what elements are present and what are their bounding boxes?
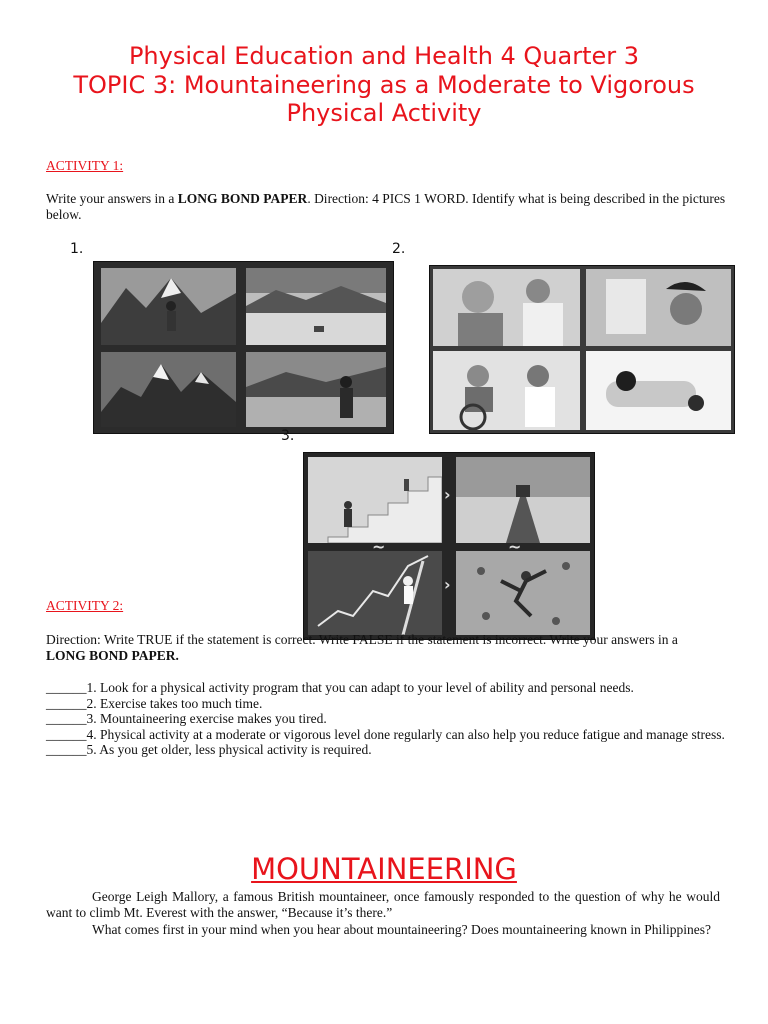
collage-3-photo-ladder xyxy=(308,551,442,635)
title-line-2: TOPIC 3: Mountaineering as a Moderate to Vigorous xyxy=(73,70,695,99)
instruction-text: Write your answers in a xyxy=(46,191,178,206)
list-item: ______2. Exercise takes too much time. xyxy=(46,695,263,711)
collage-3 xyxy=(303,452,595,640)
collage-1-photo-hiker xyxy=(101,268,236,345)
true-false-list xyxy=(46,680,726,758)
direction-bold: LONG BOND PAPER. xyxy=(46,647,179,663)
list-item: ______5. As you get older, less physical activity is required. xyxy=(46,742,372,757)
collage-2 xyxy=(429,265,735,434)
activity-1-instruction xyxy=(46,191,726,222)
collage-1-photo-peaks xyxy=(101,352,236,427)
section-heading: MOUNTAINEERING xyxy=(251,852,517,886)
arrow-icon: › xyxy=(444,575,451,594)
arrow-icon: › xyxy=(444,485,451,504)
activity-2-direction xyxy=(46,632,716,663)
collage-3-photo-runway xyxy=(456,457,590,543)
title-line-3: Physical Activity xyxy=(286,99,482,127)
list-item: ______1. Look for a physical activity program that you can adapt to your level of ability and personal needs. xyxy=(46,680,634,695)
paragraph-1: George Leigh Mallory, a famous British mountaineer, once famously responded to the question of why he would want to climb Mt. Everest with the answer, “Because it’s there.” xyxy=(46,889,720,920)
collage-2-photo-patient xyxy=(586,269,731,346)
title-line-1: Physical Education and Health 4 Quarter 3 xyxy=(128,42,640,70)
instruction-bold: LONG BOND PAPER xyxy=(177,191,308,206)
list-item: ______3. Mountaineering exercise makes you tired. xyxy=(46,711,327,726)
list-item: ______4. Physical activity at a moderate or vigorous level done regularly can also help you reduce fatigue and manage stress. xyxy=(46,726,725,742)
instruction-text-rest: . Direction: 4 PICS 1 WORD. Identify what is being described in the pictures below. xyxy=(46,191,726,222)
collage-2-photo-blood-pressure xyxy=(586,351,731,430)
collage-1-photo-walker xyxy=(246,352,386,427)
collage-2-photo-elderly xyxy=(433,269,580,346)
collage-3-photo-stairs xyxy=(308,457,442,543)
activity-1-label: ACTIVITY 1: xyxy=(46,158,124,173)
tilde-icon: ~ xyxy=(508,537,522,556)
collage-1-photo-lake xyxy=(246,268,386,345)
collage-3-photo-climbing-wall xyxy=(456,551,590,635)
page-title xyxy=(0,42,768,128)
tilde-icon: ~ xyxy=(372,537,386,556)
collage-2-photo-wheelchair xyxy=(433,351,580,430)
paragraph-2: What comes first in your mind when you hear about mountaineering? Does mountaineering known in Philippines? xyxy=(92,922,711,937)
picture-number-2: 2. xyxy=(392,241,406,257)
picture-number-1: 1. xyxy=(70,241,84,257)
activity-2-label: ACTIVITY 2: xyxy=(46,598,124,613)
collage-1 xyxy=(93,261,394,434)
picture-number-3: 3. xyxy=(281,428,295,444)
direction-text: Direction: Write TRUE if the statement is correct. Write FALSE if the statement is incorrect. Write your answers in a xyxy=(46,632,678,647)
